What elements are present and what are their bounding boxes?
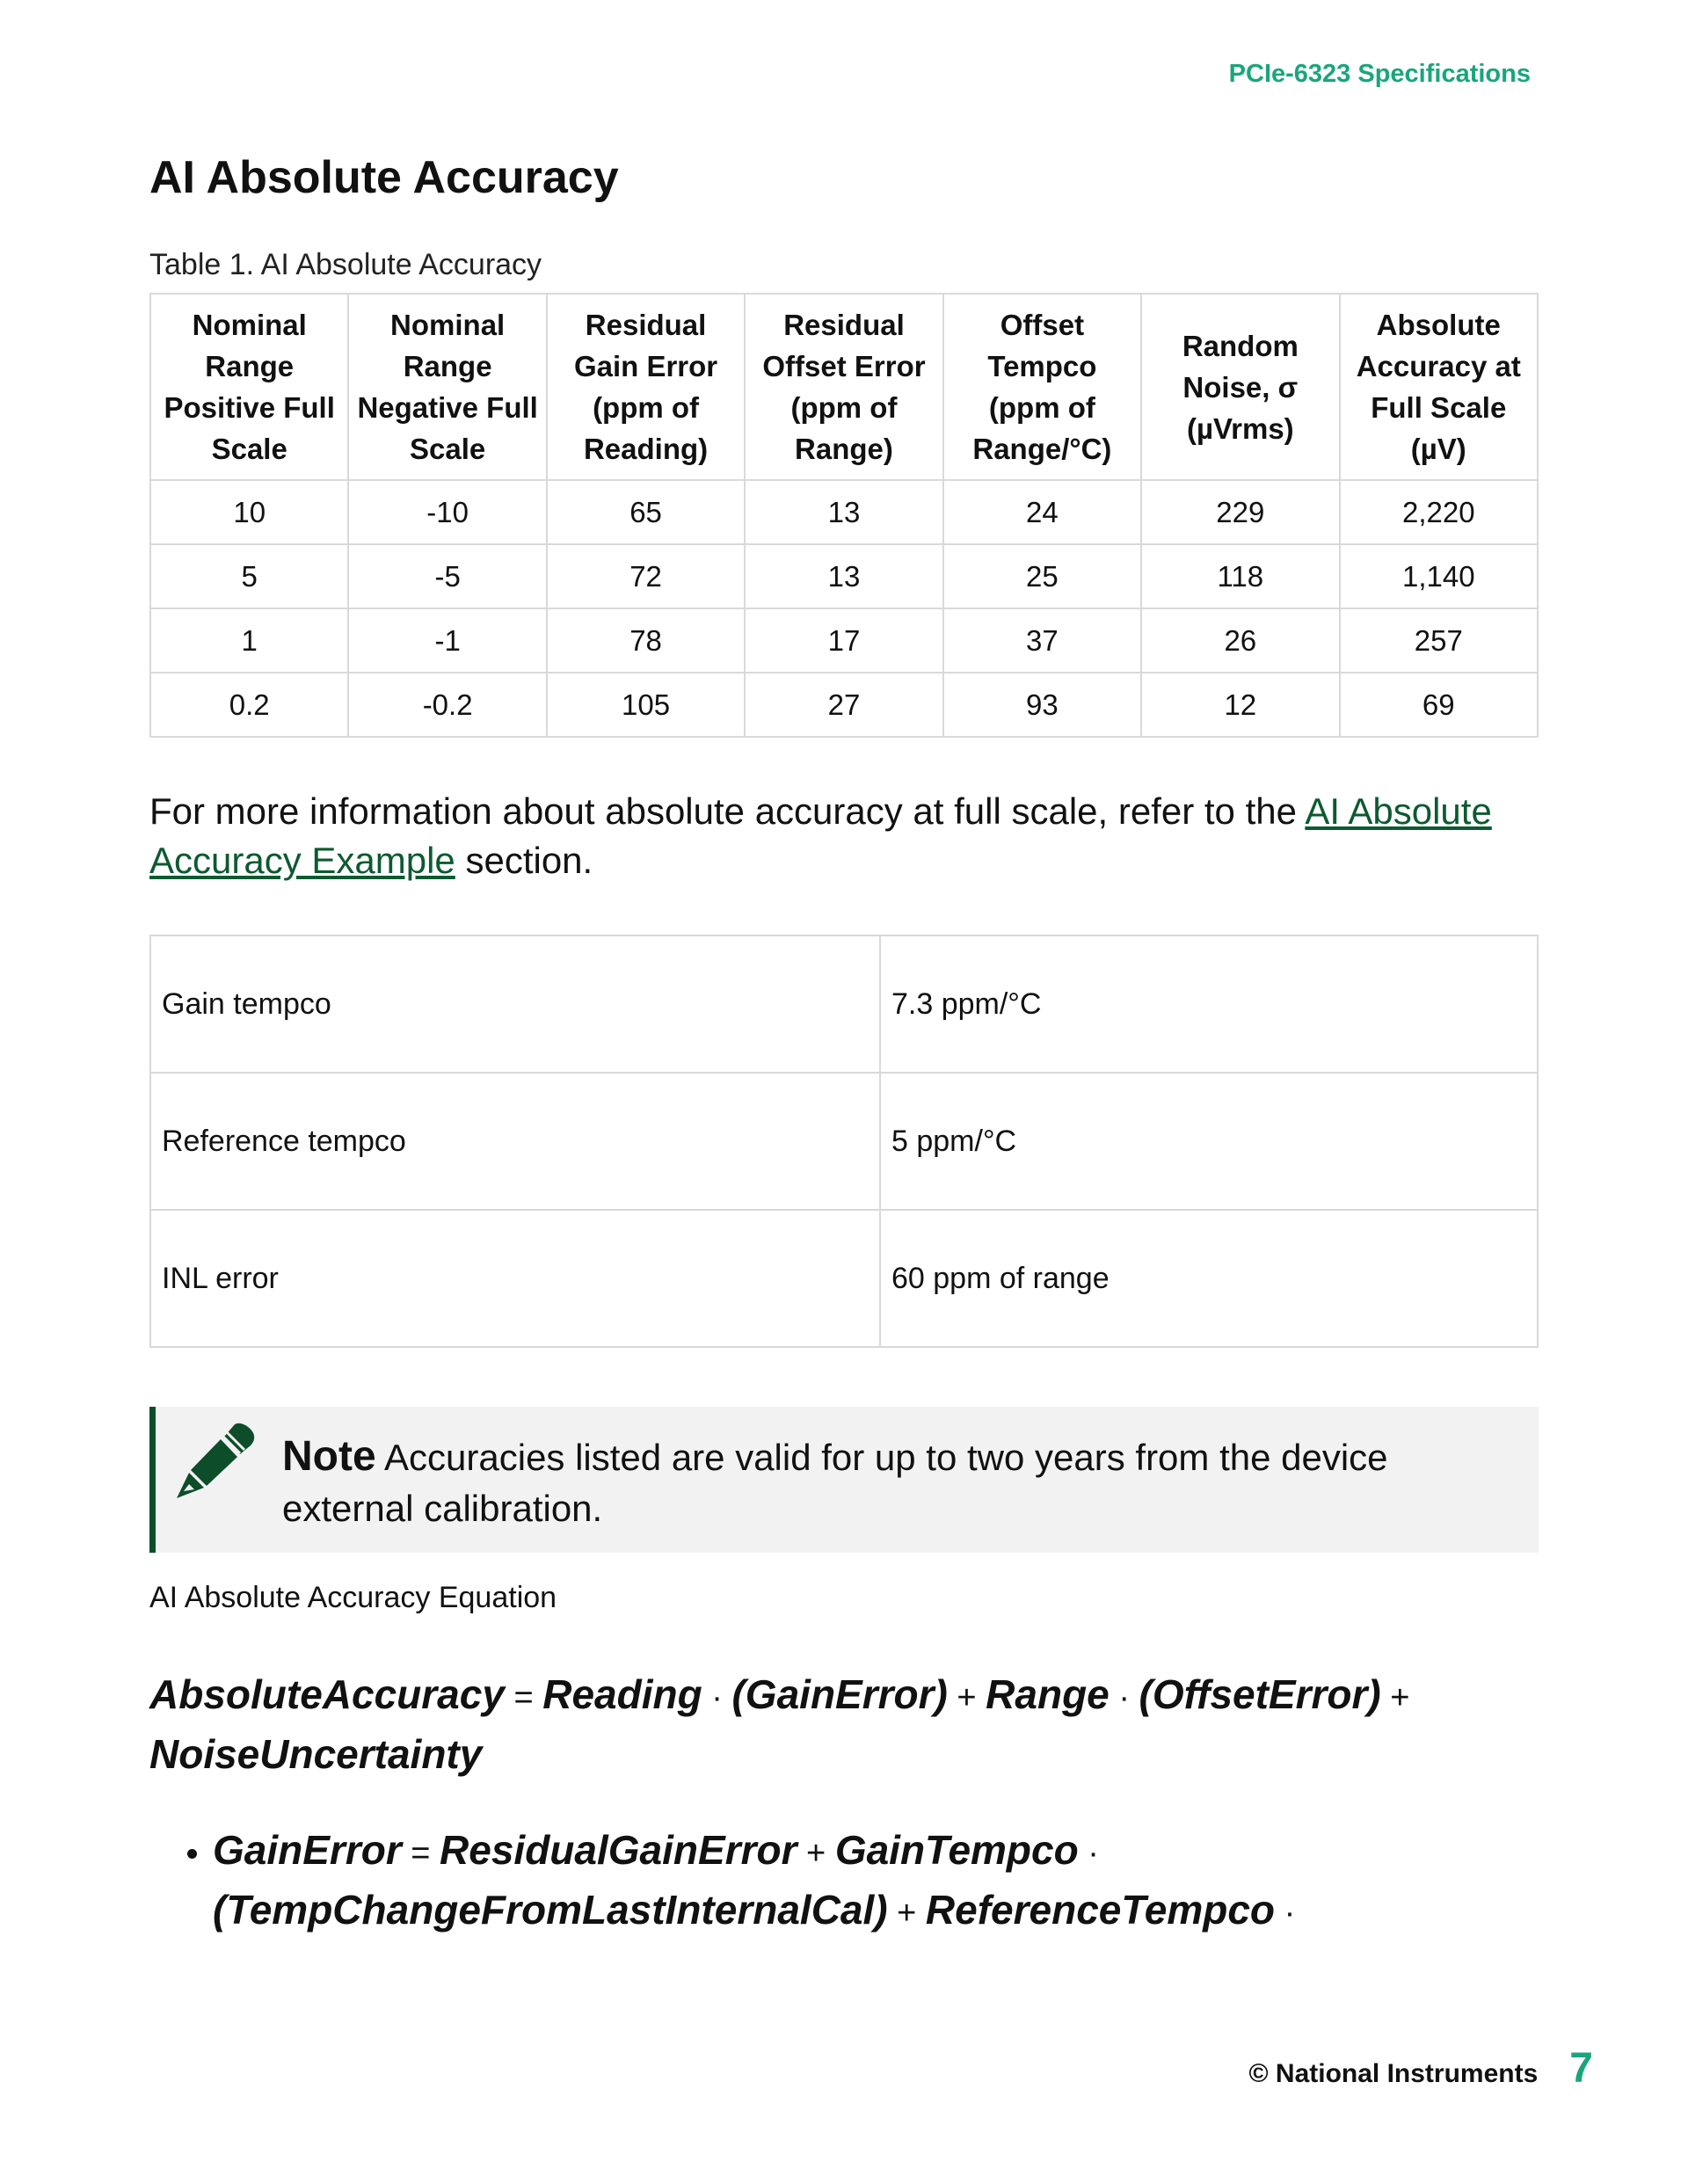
table-cell: 17 (745, 608, 942, 673)
column-header: Random Noise, σ (µVrms) (1141, 294, 1339, 480)
table-row (150, 1073, 1538, 1210)
table-cell: -5 (348, 544, 546, 608)
eq-operator: · (702, 1679, 732, 1716)
pencil-icon (171, 1417, 259, 1505)
eq-operator: · (1109, 1679, 1139, 1716)
table-cell: 105 (547, 673, 745, 737)
column-header: Nominal Range Negative Full Scale (348, 294, 546, 480)
note-label: Note (282, 1433, 376, 1480)
copyright: © National Instruments (1248, 2059, 1539, 2088)
table-row (150, 673, 1538, 737)
spec-table (149, 935, 1539, 1348)
table-cell: 25 (943, 544, 1141, 608)
column-header: Absolute Accuracy at Full Scale (µV) (1340, 294, 1538, 480)
eq-operator: + (797, 1835, 835, 1872)
column-header: Residual Offset Error (ppm of Range) (745, 294, 942, 480)
table-cell: 10 (150, 480, 348, 544)
eq-operator: + (947, 1679, 986, 1716)
table-caption: Table 1. AI Absolute Accuracy (149, 248, 542, 281)
paragraph-text: section. (455, 840, 593, 881)
table-cell: 13 (745, 480, 942, 544)
table-cell: 1 (150, 608, 348, 673)
column-header: Offset Tempco (ppm of Range/°C) (943, 294, 1141, 480)
table-cell: 118 (1141, 544, 1339, 608)
table-cell: 1,140 (1340, 544, 1538, 608)
paragraph-text: For more information about absolute accuracy at full scale, refer to the (149, 790, 1306, 832)
gain-error-equation (213, 1822, 1602, 1941)
eq-term: (GainError) (731, 1671, 948, 1717)
table-row (150, 1210, 1538, 1347)
table-cell: 257 (1340, 608, 1538, 673)
spec-label: INL error (150, 1210, 880, 1347)
eq-operator: + (1380, 1679, 1410, 1716)
table-cell: 0.2 (150, 673, 348, 737)
ai-absolute-accuracy-table (149, 293, 1539, 738)
eq-term: ResidualGainError (440, 1827, 797, 1873)
equation-heading: AI Absolute Accuracy Equation (149, 1581, 557, 1614)
eq-operator: · (1275, 1895, 1296, 1932)
table-cell: 24 (943, 480, 1141, 544)
table-cell: 69 (1340, 673, 1538, 737)
table-cell: -1 (348, 608, 546, 673)
eq-operator: = (504, 1679, 543, 1716)
table-row (150, 480, 1538, 544)
eq-term: GainError (213, 1827, 402, 1873)
note-text (282, 1431, 1503, 1534)
spec-value: 60 ppm of range (880, 1210, 1538, 1347)
table-row (150, 935, 1538, 1073)
spec-value: 5 ppm/°C (880, 1073, 1538, 1210)
spec-value: 7.3 ppm/°C (880, 935, 1538, 1073)
table-cell: 229 (1141, 480, 1339, 544)
page-number: 7 (1569, 2045, 1593, 2092)
table-row (150, 608, 1538, 673)
equation-bullet-list (149, 1822, 1602, 1941)
table-cell: 72 (547, 544, 745, 608)
note-body: Accuracies listed are valid for up to two years from the device external calibration. (282, 1437, 1388, 1529)
table-cell: 2,220 (1340, 480, 1538, 544)
table-cell: 93 (943, 673, 1141, 737)
table-header-row (150, 294, 1538, 480)
page-title: AI Absolute Accuracy (149, 152, 619, 203)
eq-operator: = (401, 1835, 440, 1872)
info-paragraph (149, 787, 1539, 885)
table-cell: 37 (943, 608, 1141, 673)
table-cell: 78 (547, 608, 745, 673)
eq-term: Range (986, 1671, 1110, 1717)
table-cell: 5 (150, 544, 348, 608)
eq-term: NoiseUncertainty (149, 1731, 483, 1777)
running-header: PCIe-6323 Specifications (1228, 60, 1531, 88)
page-footer (1248, 2044, 1593, 2093)
note-callout (149, 1407, 1539, 1553)
table-cell: 12 (1141, 673, 1339, 737)
eq-term: AbsoluteAccuracy (149, 1671, 505, 1717)
column-header: Residual Gain Error (ppm of Reading) (547, 294, 745, 480)
table-cell: 26 (1141, 608, 1339, 673)
eq-term: (OffsetError) (1139, 1671, 1381, 1717)
table-cell: 27 (745, 673, 942, 737)
table-row (150, 544, 1538, 608)
eq-term: ReferenceTempco (925, 1887, 1276, 1933)
eq-operator: + (887, 1895, 926, 1932)
table-cell: -0.2 (348, 673, 546, 737)
table-cell: -10 (348, 480, 546, 544)
column-header: Nominal Range Positive Full Scale (150, 294, 348, 480)
eq-term: (TempChangeFromLastInternalCal) (213, 1887, 888, 1933)
table-cell: 65 (547, 480, 745, 544)
table-cell: 13 (745, 544, 942, 608)
ai-absolute-accuracy-example-link[interactable]: AI Absolute Accuracy Example (149, 790, 1492, 881)
eq-term: GainTempco (834, 1827, 1079, 1873)
absolute-accuracy-equation (149, 1666, 1539, 1782)
spec-label: Gain tempco (150, 935, 880, 1073)
spec-label: Reference tempco (150, 1073, 880, 1210)
eq-operator: · (1078, 1835, 1099, 1872)
eq-term: Reading (542, 1671, 702, 1717)
